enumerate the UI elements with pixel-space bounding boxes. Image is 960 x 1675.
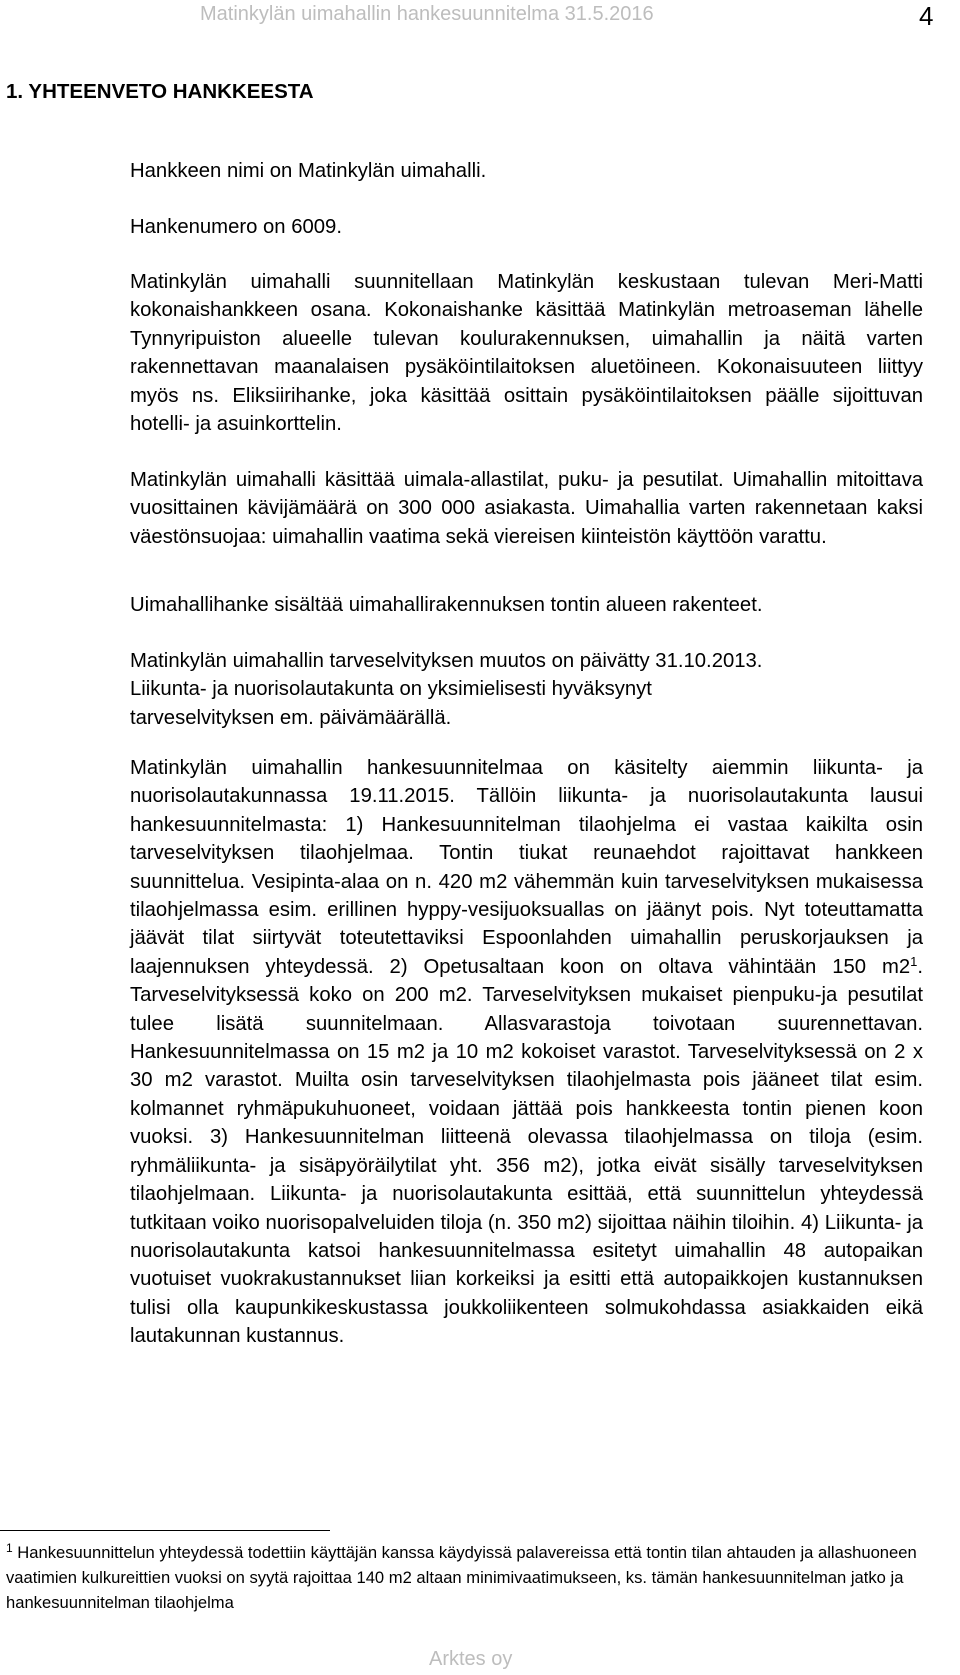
- paragraph-line: tarveselvityksen em. päivämäärällä.: [130, 706, 452, 729]
- footnote-divider: [0, 1530, 330, 1531]
- paragraph-line: Matinkylän uimahallin tarveselvityksen muutos on päivätty 31.10.2013.: [130, 650, 763, 672]
- paragraph-text: Uimahallihanke sisältää uimahallirakennuksen tontin alueen rakenteet.: [130, 594, 763, 616]
- paragraph-text-part: . Tarveselvityksessä koko on 200 m2. Tarveselvityksen mukaiset pienpuku-ja pesutilat tulee lisätä suunnitelmaan. Allasvarastoja toivotaan suurennettavan. Hankesuunnitelmassa on 15 m2 ja 10 m2 kokoiset varastot. Tarveselvityksessä on 2 x 30 m2 varastot. Muilta osin tarveselvityksen tilaohjelmasta pois jääneet tilat esim. kolmannet ryhmäpukuhuoneet, voidaan jättää pois hankkeesta tontin pienen koon vuoksi. 3) Hankesuunnitelman liitteenä olevassa tilaohjelmassa on tiloja (esim. ryhmäliikunta- ja sisäpyöräilytilat yht. 356 m2), jotka eivät sisälly tarveselvityksen tilaohjelmaan. Liikunta- ja nuorisolautakunta esittää, että suunnittelun yhteydessä tutkitaan voiko nuorisopalveluiden tiloja (n. 350 m2) sijoittaa näihin tiloihin. 4) Liikunta- ja nuorisolautakunta katsoi hankesuunnitelmassa esitetyt uimahallin 48 autopaikan vuotuiset vuokrakustannukset liian korkeiksi ja esitti että autopaikkojen kustannuksen tulisi olla kaupunkikeskustassa joukkoliikenteen solmukohdassa asiakkaiden eikä lautakunnan kustannus.: [130, 955, 923, 1348]
- paragraph-board-statement: [130, 754, 923, 1351]
- paragraph-project-number: [130, 213, 923, 241]
- paragraph-line: Liikunta- ja nuorisolautakunta on yksimielisesti hyväksynyt: [130, 678, 652, 701]
- footnote-reference: 1: [910, 953, 918, 969]
- paragraph-needs-assessment: [130, 647, 923, 732]
- footnote-text: Hankesuunnittelun yhteydessä todettiin käyttäjän kanssa käydyissä palavereissa että tontin tilan ahtauden ja allashuoneen vaatimien kulkureittien vuoksi on syytä rajoittaa 140 m2 altaan minimivaatimukseen, ks. tämän hankesuunnitelman jatko ja hankesuunnitelman tilaohjelma: [6, 1543, 917, 1612]
- paragraph-facilities: [130, 466, 923, 551]
- paragraph-text: Hankkeen nimi on Matinkylän uimahalli.: [130, 160, 487, 182]
- footnote: [6, 1540, 946, 1615]
- running-header-title: Matinkylän uimahallin hankesuunnitelma 31.5.2016: [200, 3, 654, 25]
- paragraph-text: Hankenumero on 6009.: [130, 216, 342, 238]
- section-heading: 1. YHTEENVETO HANKKEESTA: [6, 80, 314, 103]
- paragraph-text-part: Matinkylän uimahallin hankesuunnitelmaa on käsitelty aiemmin liikunta- ja nuorisolautakunnassa 19.11.2015. Tällöin liikunta- ja nuorisolautakunta lausui hankesuunnitelmasta: 1) Hankesuunnitelman tilaohjelma ei vastaa kaikilta osin tarveselvityksen tilaohjelmaa. Tontin tiukat reunaehdot rajoittavat hankkeen suunnittelua. Vesipinta-alaa on n. 420 m2 vähemmän kuin tarveselvityksen mukaisessa tilaohjelmassa esim. erillinen hyppy-vesijuoksuallas on jäänyt pois. Nyt toteuttamatta jäävät tilat siirtyvät toteutettaviksi Espoonlahden uimahallin peruskorjauksen ja laajennuksen yhteydessä. 2) Opetusaltaan koon on oltava vähintään 150 m2: [130, 757, 923, 978]
- paragraph-project-scope: [130, 268, 923, 438]
- page-footer: Arktes oy: [429, 1648, 513, 1670]
- paragraph-text: Matinkylän uimahalli suunnitellaan Matinkylän keskustaan tulevan Meri-Matti kokonaishankkeen osana. Kokonaishanke käsittää Matinkylän metroaseman lähelle Tynnyripuiston alueelle tulevan koulurakennuksen, uimahallin ja näitä varten rakennettavan maanalaisen pysäköintilaitoksen aluetöineen. Kokonaisuuteen liittyy myös ns. Eliksiirihanke, joka käsittää osittain pysäköintilaitoksen päälle sijoittuvan hotelli- ja asuinkorttelin.: [130, 271, 923, 436]
- paragraph-site-structures: [130, 591, 923, 619]
- paragraph-project-name: [130, 157, 923, 185]
- paragraph-text: [130, 754, 923, 1351]
- page-number: 4: [919, 1, 934, 31]
- footnote-marker: 1: [6, 1541, 13, 1555]
- paragraph-text: Matinkylän uimahalli käsittää uimala-allastilat, puku- ja pesutilat. Uimahallin mitoittava vuosittainen kävijämäärä on 300 000 asiakasta. Uimahallia varten rakennetaan kaksi väestönsuojaa: uimahallin vaatima sekä viereisen kiinteistön käyttöön varattu.: [130, 469, 923, 548]
